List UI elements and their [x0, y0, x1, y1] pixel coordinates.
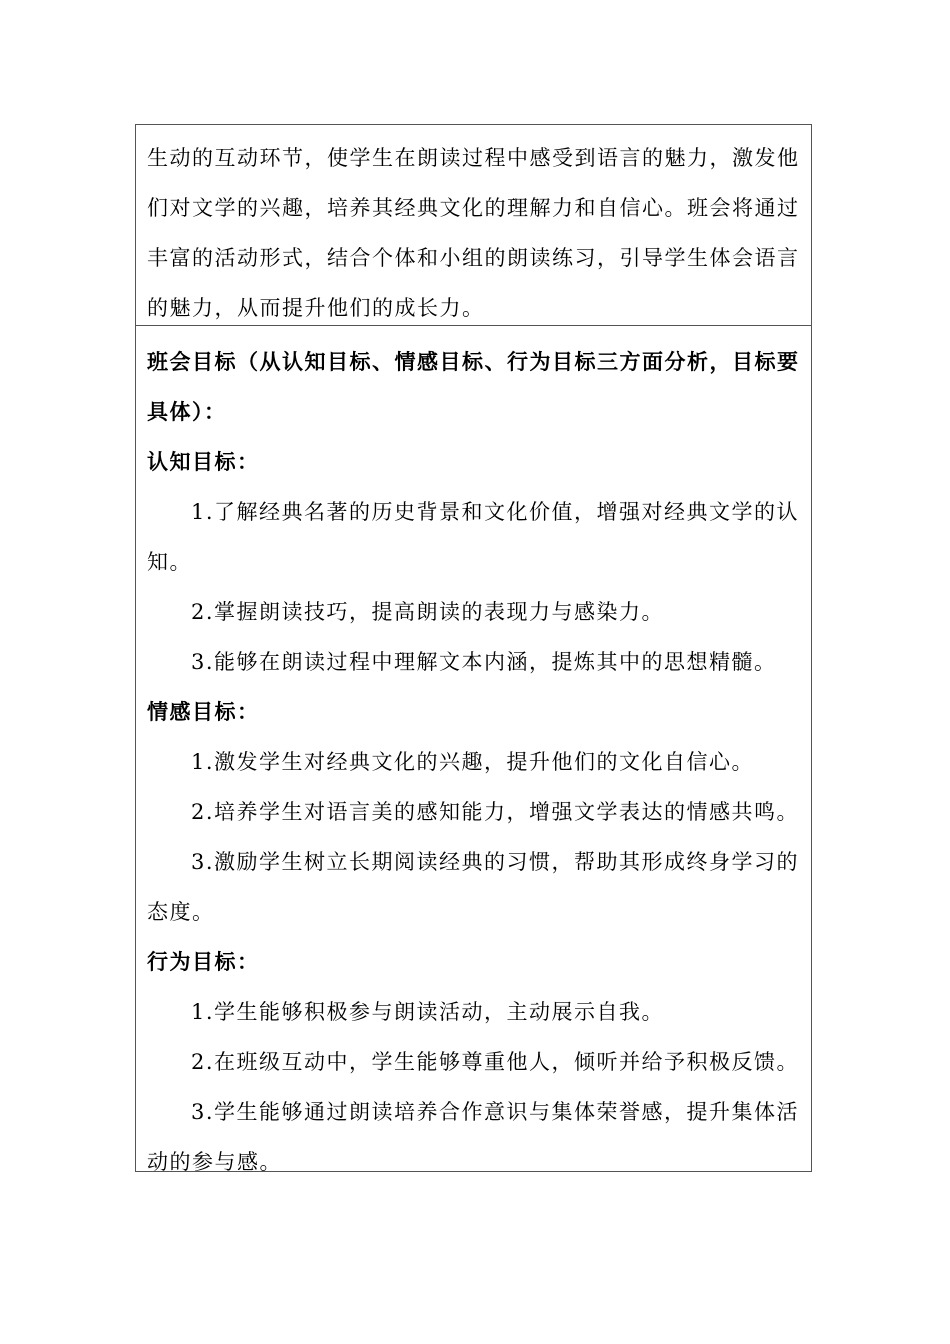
cognitive-goal-3: 3.能够在朗读过程中理解文本内涵，提炼其中的思想精髓。: [191, 650, 777, 674]
intro-line-2: 们对文学的兴趣，培养其经典文化的理解力和自信心。班会将通过: [147, 196, 800, 220]
emotional-goal-2: 2.培养学生对语言美的感知能力，增强文学表达的情感共鸣。: [191, 800, 800, 824]
lesson-plan-table: [135, 124, 812, 1172]
emotional-goal-3-line-1: 3.激励学生树立长期阅读经典的习惯，帮助其形成终身学习的: [191, 850, 800, 874]
emotional-goals-title: 情感目标：: [147, 699, 260, 724]
behavioral-goal-3-line-2: 动的参与感。: [147, 1150, 282, 1174]
behavioral-goal-1: 1.学生能够积极参与朗读活动，主动展示自我。: [191, 1000, 665, 1024]
cognitive-goal-2: 2.掌握朗读技巧，提高朗读的表现力与感染力。: [191, 600, 665, 624]
behavioral-goal-3-line-1: 3.学生能够通过朗读培养合作意识与集体荣誉感，提升集体活: [191, 1100, 800, 1124]
cognitive-goal-1-line-2: 知。: [147, 550, 192, 574]
goals-cell: [136, 325, 811, 1174]
goals-heading-line-1: 班会目标（从认知目标、情感目标、行为目标三方面分析，目标要: [147, 349, 800, 374]
intro-line-3: 丰富的活动形式，结合个体和小组的朗读练习，引导学生体会语言: [147, 246, 800, 270]
emotional-goal-1: 1.激发学生对经典文化的兴趣，提升他们的文化自信心。: [191, 750, 755, 774]
emotional-goal-3-line-2: 态度。: [147, 900, 215, 924]
intro-cell: [136, 125, 811, 325]
intro-line-1: 生动的互动环节，使学生在朗读过程中感受到语言的魅力，激发他: [147, 146, 800, 170]
intro-line-4: 的魅力，从而提升他们的成长力。: [147, 296, 485, 320]
goals-heading-line-2: 具体）：: [147, 399, 227, 424]
behavioral-goal-2: 2.在班级互动中，学生能够尊重他人，倾听并给予积极反馈。: [191, 1050, 800, 1074]
behavioral-goals-title: 行为目标：: [147, 949, 260, 974]
cognitive-goals-title: 认知目标：: [147, 449, 260, 474]
cognitive-goal-1-line-1: 1.了解经典名著的历史背景和文化价值，增强对经典文学的认: [191, 500, 800, 524]
